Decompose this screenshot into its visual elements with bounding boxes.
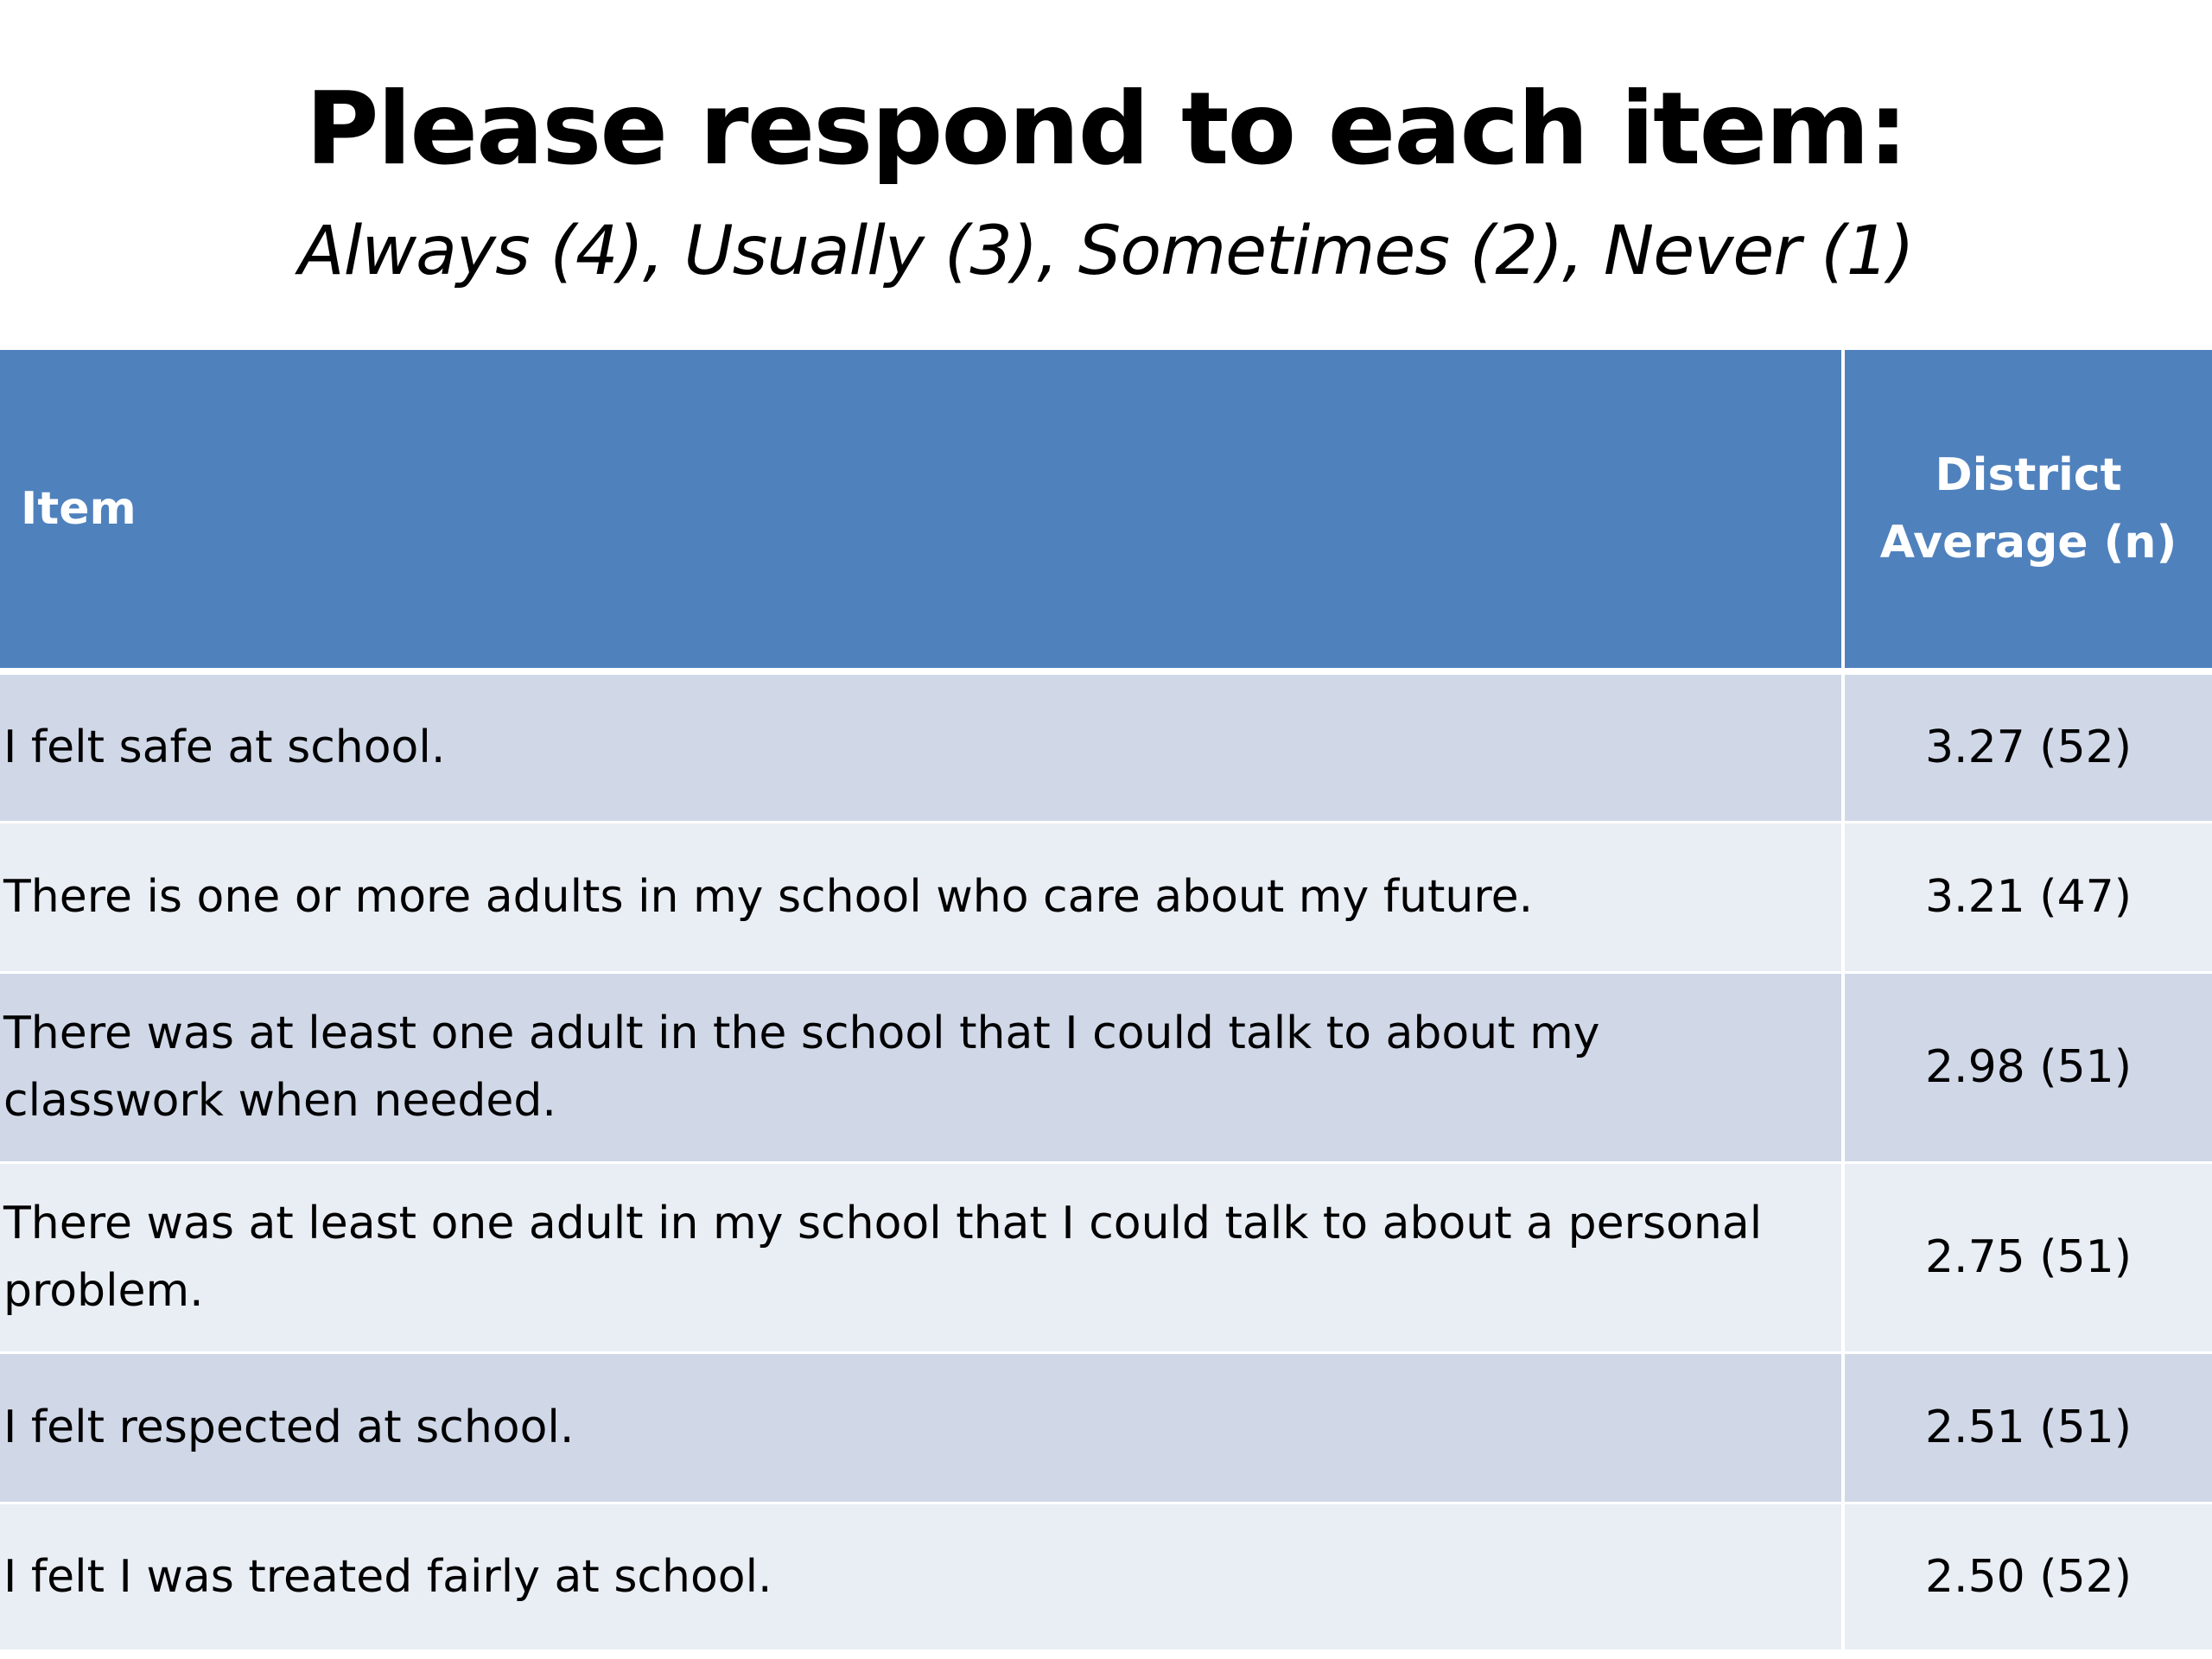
item-cell: I felt safe at school. — [0, 671, 1843, 822]
item-cell: I felt I was treated fairly at school. — [0, 1503, 1843, 1649]
column-header-district-average: District Average (n) — [1843, 350, 2212, 671]
district-average-cell: 2.98 (51) — [1843, 972, 2212, 1162]
item-cell: There is one or more adults in my school who care about my future. — [0, 822, 1843, 972]
slide-title: Please respond to each item: — [305, 71, 1907, 188]
item-cell: There was at least one adult in my school that I could talk to about a personal problem. — [0, 1162, 1843, 1352]
table-row — [0, 671, 2212, 822]
table-header-row — [0, 350, 2212, 671]
district-average-cell: 3.27 (52) — [1843, 671, 2212, 822]
item-cell: I felt respected at school. — [0, 1352, 1843, 1503]
district-average-cell: 3.21 (47) — [1843, 822, 2212, 972]
item-cell: There was at least one adult in the school that I could talk to about my classwork when needed. — [0, 972, 1843, 1162]
district-average-cell: 2.75 (51) — [1843, 1162, 2212, 1352]
table-row — [0, 1162, 2212, 1352]
survey-results-table — [0, 350, 2212, 1649]
table-row — [0, 1352, 2212, 1503]
table-row — [0, 972, 2212, 1162]
slide-subtitle: Always (4), Usually (3), Sometimes (2), Never (1) — [298, 213, 1914, 290]
table-row — [0, 822, 2212, 972]
district-average-cell: 2.50 (52) — [1843, 1503, 2212, 1649]
table-row — [0, 1503, 2212, 1649]
district-average-cell: 2.51 (51) — [1843, 1352, 2212, 1503]
column-header-item: Item — [0, 350, 1843, 671]
